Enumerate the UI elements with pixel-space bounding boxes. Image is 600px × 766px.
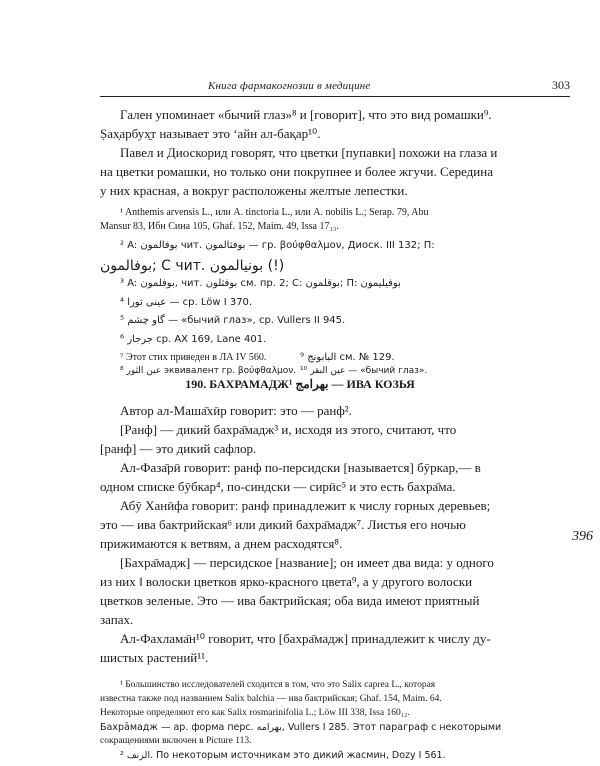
intro-line-4: на цветки ромашки, но только они покрупнее и более жгучи. Середина [100, 164, 493, 179]
entry-line-5: одном списке бӯбкар⁴, по-синдски — сирӣс⁵ и это есть бахра̄ма. [100, 479, 456, 494]
entry-line-13: Ал-Фахлама̄н¹⁰ говорит, что [бахра̄мадж] принадлежит к числу ду- [120, 631, 491, 646]
margin-page-number: 396 [572, 529, 593, 544]
entry-line-3: [ранф] — это дикий сафлор. [100, 441, 257, 456]
intro-line-2: Ṣах̣арбух̱т называет это ʻайн ал-бақар¹⁰. [100, 126, 321, 141]
footnote-189-2a: ² A: بوفالمون чит. بوفثالمون — гр. βούφθαλμον, Диоск. III 132; П: [120, 240, 435, 251]
entry-line-6: Абӯ Ханӣфа говорит: ранф принадлежит к числу горных деревьев; [120, 498, 491, 513]
entry-line-4: Ал-Фаза̄рӣ говорит: ранф по-персидски [называется] бӯркар,— в [120, 460, 481, 475]
entry-line-14: шистых растений¹¹. [100, 650, 209, 665]
entry-line-12: запах. [100, 612, 134, 627]
running-header [100, 78, 570, 97]
footnote-189-4: ⁴ عينى ثورا — ср. Löw I 370. [120, 297, 253, 308]
page-number: 303 [552, 78, 570, 92]
entry-line-10: из них ‖ волоски цветков ярко-красного цвета⁹, а у другого волоски [100, 574, 473, 589]
footnote-190-2: ² الرنف. По некоторым источникам это дикий жасмин, Dozy I 561. [120, 750, 446, 761]
footnote-189-1b: Mansur 83, Ибн Сина 105, Ghaf. 152, Maim. 49, Issa 17₁₃. [100, 221, 339, 232]
header-title: Книга фармакогнозии в медицине [208, 80, 371, 92]
footnote-189-2b: بوفالمون; С чит. بونيالمون (!) [100, 258, 285, 274]
footnote-189-8: ⁸ عين الثور эквивалент гр. βούφθαλμον. [120, 366, 297, 376]
footnote-189-5: ⁵ گاو چشم — «бычий глаз», ср. Vullers II 945. [120, 315, 346, 326]
entry-line-11: цветков зеленые. Это — ива бактрийская; оба вида имеют приятный [100, 593, 480, 608]
footnote-190-1a: ¹ Большинство исследователей сходится в том, что это Salix caprea L., которая [120, 680, 436, 690]
footnote-190-1e: сокращениями включен в Picture 113. [100, 736, 252, 746]
entry-line-2: [Ранф] — дикий бахра̄мадж³ и, исходя из этого, считают, что [120, 422, 457, 437]
footnote-189-3: ³ A: بوفلمون, чит. بوفثلون см. пр. 2; С: بوقلمون; П: بوفيليمون [120, 278, 401, 289]
footnote-189-7: ⁷ Этот стих приведен в ЛА IV 560. [120, 352, 267, 363]
footnote-189-6: ⁶ جرجار ср. AX 169, Lane 401. [120, 334, 267, 345]
entry-line-7: это — ива бактрийская⁶ или дикий бахра̄мадж⁷. Листья его ночью [100, 517, 466, 532]
entry-line-1: Автор ал-Маша̄хӣр говорит: это — ранф². [120, 403, 352, 418]
footnote-189-9: ⁹ البابونج см. № 129. [300, 352, 395, 363]
footnote-189-10: ¹⁰ عين البقر — «бычий глаз». [300, 366, 428, 376]
entry-line-9: [Бахра̄мадж] — персидское [название]; он имеет два вида: у одного [120, 555, 494, 570]
intro-line-5: у них красная, а вокруг расположены желтые лепестки. [100, 183, 408, 198]
footnote-190-1b: известна также под названием Salix balchia — ива бактрийская; Ghaf. 154, Maim. 64. [100, 694, 442, 704]
entry-line-8: прижимаются к ветвям, а днем расходятся⁸. [100, 536, 343, 551]
intro-line-3: Павел и Диоскорид говорят, что цветки [пупавки] похожи на глаза и [120, 145, 498, 160]
footnote-189-1a: ¹ Anthemis arvensis L., или A. tinctoria L., или A. nobilis L.; Serap. 79, Abu [120, 207, 429, 218]
intro-line-1: Гален упоминает «бычий глаз»⁸ и [говорит], что это вид ромашки⁹. [120, 107, 492, 122]
footnote-190-1d: Бахра̄мадж — ар. форма перс. بهرامه, Vullers I 285. Этот параграф с некоторыми [100, 722, 502, 733]
footnote-190-1c: Некоторые определяют его как Salix rosmarinifolia L.; Löw III 338, Issa 160₁₂. [100, 708, 410, 718]
entry-heading: 190. БАХРАМАДЖ¹ بهرامج — ИВА КОЗЬЯ [185, 377, 415, 391]
